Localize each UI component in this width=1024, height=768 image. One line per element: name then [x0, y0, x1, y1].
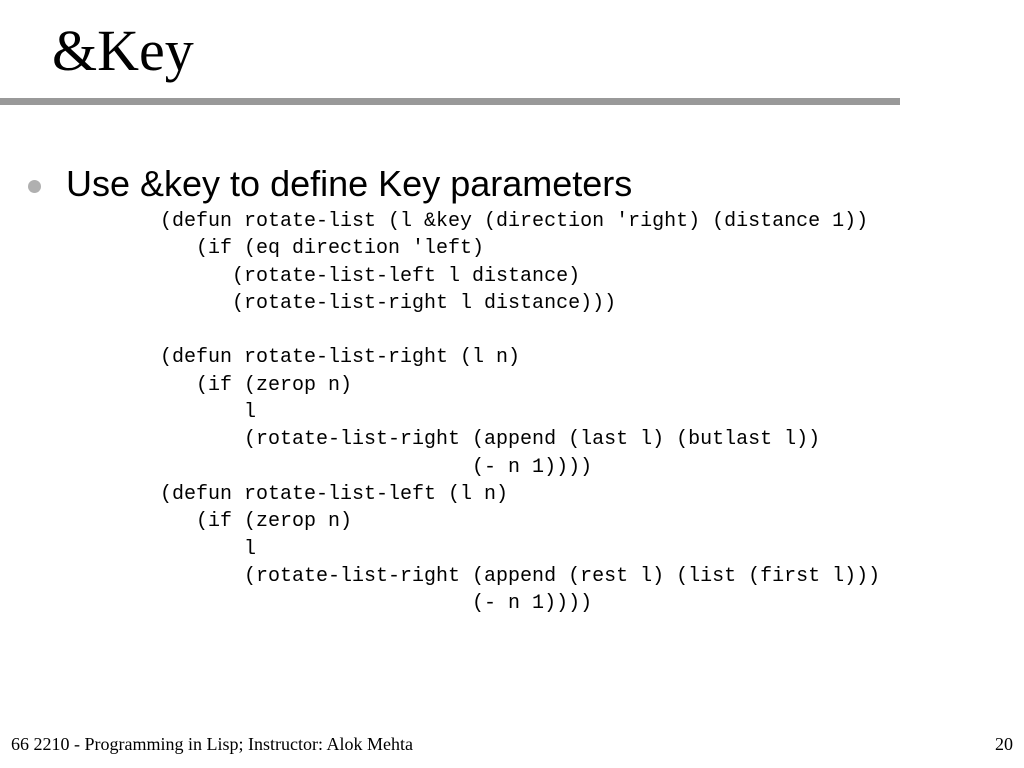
bullet-dot-icon [28, 180, 41, 193]
code-line: (defun rotate-list-right (l n) [160, 346, 521, 370]
code-line: (defun rotate-list-left (l n) [160, 482, 509, 506]
code-line-blank [160, 317, 880, 344]
code-block [160, 208, 880, 617]
code-line: (if (zerop n) [160, 373, 353, 397]
footer-page-number: 20 [995, 734, 1013, 754]
code-line: (if (zerop n) [160, 510, 353, 534]
code-line: (defun rotate-list (l &key (direction 'right) (distance 1)) [160, 210, 869, 233]
title-underline-divider [0, 98, 900, 105]
code-line: (rotate-list-right (append (rest l) (list (first l))) [160, 564, 881, 588]
code-line: (rotate-list-left l distance) [160, 264, 581, 288]
slide-title: &Key [52, 18, 194, 83]
code-line: l [160, 401, 257, 425]
bullet-text: Use &key to define Key parameters [66, 163, 633, 204]
code-line: (- n 1)))) [160, 592, 593, 616]
code-line: (if (eq direction 'left) [160, 237, 485, 261]
code-line: (rotate-list-right l distance))) [160, 291, 617, 315]
footer-course-text: 66 2210 - Programming in Lisp; Instructor: Alok Mehta [11, 734, 413, 754]
code-line: l [160, 537, 257, 561]
code-line: (rotate-list-right (append (last l) (butlast l)) [160, 428, 821, 452]
code-line: (- n 1)))) [160, 455, 593, 479]
